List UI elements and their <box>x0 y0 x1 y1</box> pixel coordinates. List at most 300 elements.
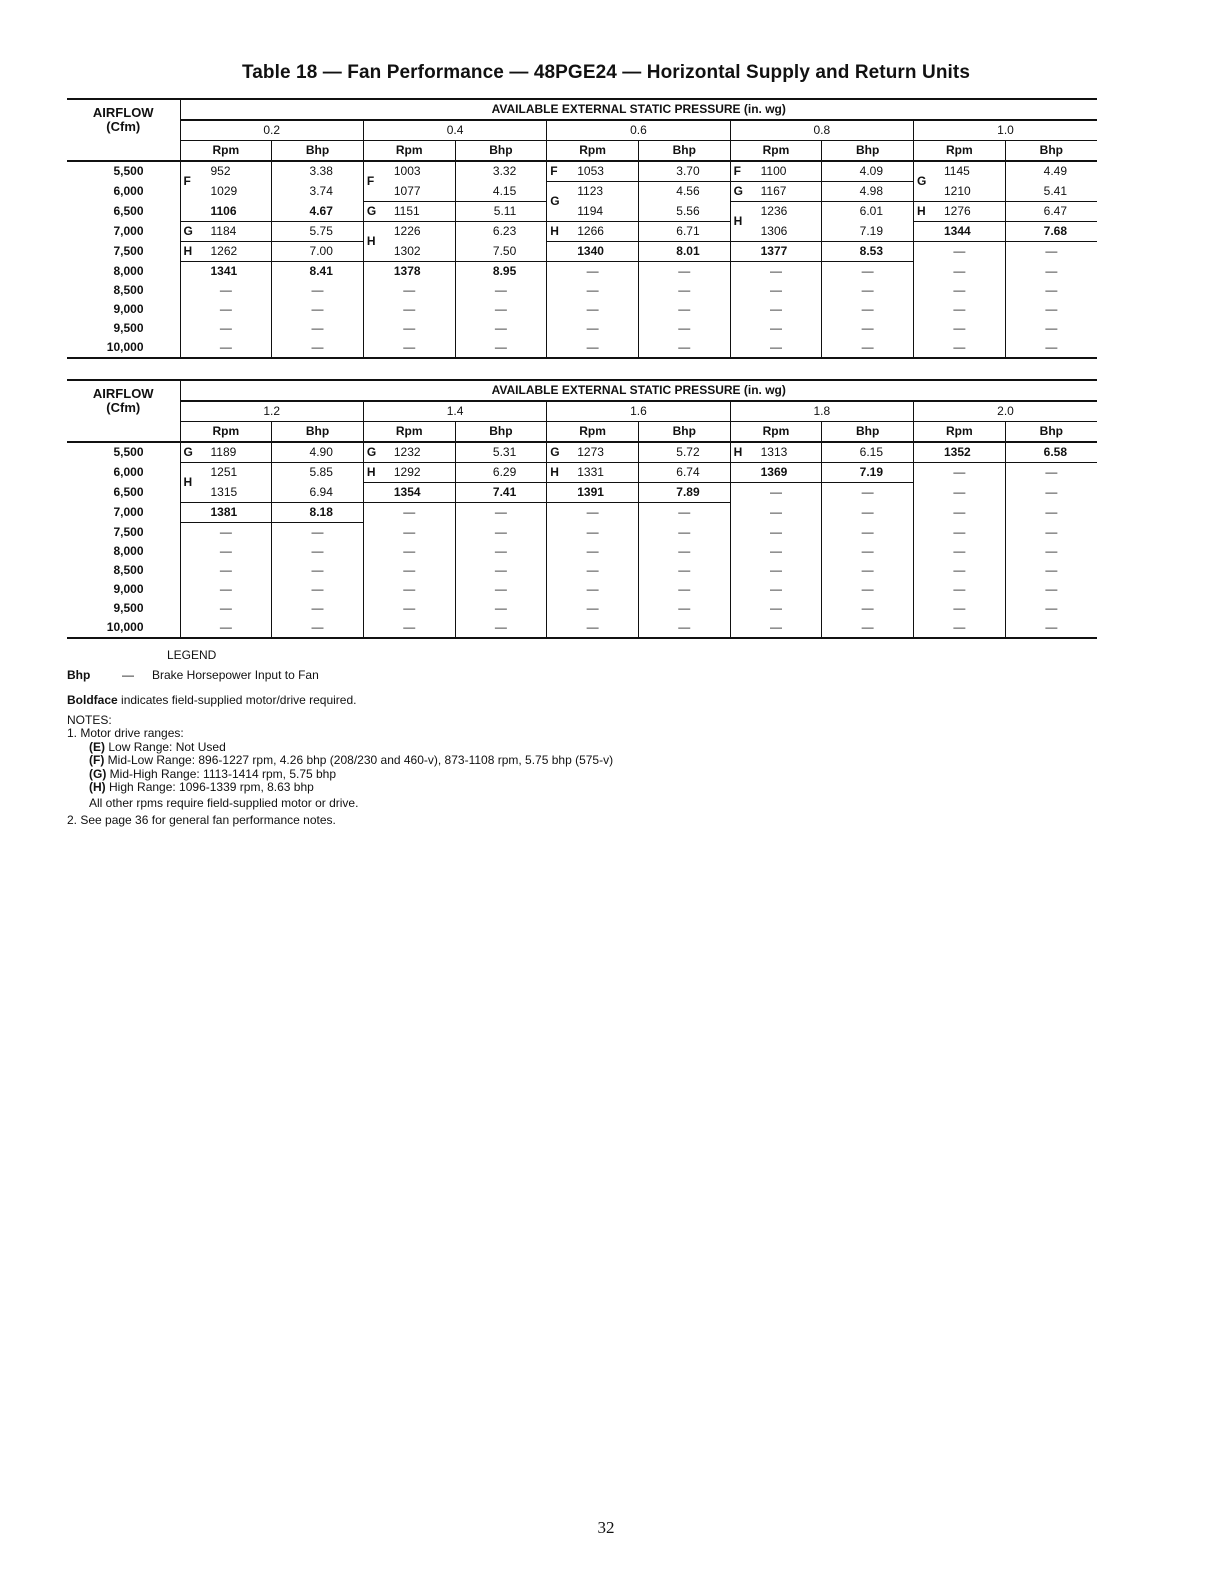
bhp-cell <box>1005 182 1097 202</box>
bhp-cell <box>1005 561 1097 580</box>
table2-value: — <box>953 485 966 499</box>
bhp-cell <box>822 338 914 358</box>
rpm-cell <box>730 442 822 463</box>
rpm-cell <box>914 222 1006 242</box>
bhp-cell <box>455 300 547 319</box>
table1-value: — <box>861 283 874 297</box>
table2-value: — <box>769 505 782 519</box>
table2-value: — <box>678 505 691 520</box>
table1-value: — <box>861 264 874 278</box>
table1-value: 7.19 <box>859 223 883 238</box>
bhp-cell <box>1005 262 1097 282</box>
table1-value: — <box>586 302 599 316</box>
bhp-cell <box>272 242 364 262</box>
drive-range-letter: H <box>183 475 193 489</box>
table2-value: — <box>311 563 324 577</box>
table1-value: 1276 <box>944 204 971 218</box>
table2-value: — <box>953 505 966 519</box>
table2-value: 6.15 <box>859 445 883 459</box>
drive-range-letter: F <box>183 174 191 188</box>
bhp-cell <box>638 161 730 182</box>
table-row <box>67 523 1097 543</box>
bhp-cell <box>1005 463 1097 483</box>
bhp-cell <box>638 523 730 543</box>
table1-value: — <box>678 302 691 316</box>
bhp-cell <box>822 561 914 580</box>
bhp-cell <box>272 281 364 300</box>
bhp-cell <box>822 202 914 222</box>
table1-value: 1226 <box>393 224 421 239</box>
bhp-cell <box>272 319 364 338</box>
rpm-cell <box>914 599 1006 618</box>
bhp-cell <box>272 262 364 282</box>
table2-value: — <box>219 601 232 615</box>
rpm-cell <box>180 319 272 338</box>
table2-value: — <box>494 601 507 615</box>
rpm-cell <box>547 319 639 338</box>
rpm-cell <box>180 618 272 638</box>
table1-value: 1306 <box>760 223 788 238</box>
table1-value: 6.47 <box>1043 204 1067 218</box>
table1-value: 6.01 <box>859 204 883 219</box>
table1-value: 1100 <box>760 164 787 178</box>
rpm-cell <box>547 580 639 599</box>
table2-value: 5.85 <box>309 465 333 480</box>
bhp-cell <box>638 281 730 300</box>
table1-value: — <box>953 283 966 297</box>
bhp-cell <box>272 523 364 543</box>
table1-value: 3.74 <box>309 184 333 198</box>
bhp-header: Bhp <box>638 422 730 443</box>
bhp-cell <box>272 483 364 503</box>
drive-range-letter: G <box>366 445 377 459</box>
pressure-header: 0.4 <box>363 120 546 141</box>
boldface-note-bold: Boldface <box>67 693 118 707</box>
bhp-cell <box>1005 222 1097 242</box>
rpm-cell <box>180 281 272 300</box>
drive-range-letter: H <box>366 465 376 479</box>
table2-value: 1354 <box>393 485 421 499</box>
table-row <box>67 242 1097 262</box>
table1-value: 6.23 <box>492 224 517 239</box>
airflow-cell: 8,500 <box>113 283 144 297</box>
airflow-label: AIRFLOW <box>92 386 154 402</box>
table-row <box>67 463 1097 483</box>
table2-value: — <box>769 485 782 500</box>
bhp-cell <box>638 463 730 483</box>
table2-value: 1232 <box>393 445 421 459</box>
bhp-cell <box>272 182 364 202</box>
table2-value: 7.41 <box>492 485 517 499</box>
legend-definition: Brake Horsepower Input to Fan <box>152 668 319 682</box>
table1-value: — <box>953 340 966 354</box>
cfm-label: (Cfm) <box>106 119 141 135</box>
bhp-cell <box>1005 599 1097 618</box>
bhp-cell <box>272 202 364 222</box>
rpm-cell <box>914 202 1006 222</box>
drive-range-letter: G <box>550 194 560 208</box>
table1-value: 1266 <box>577 224 604 238</box>
pressure-header: 1.6 <box>547 401 730 422</box>
rpm-cell <box>547 262 639 282</box>
table2-value: — <box>861 485 874 500</box>
table-row <box>67 161 1097 182</box>
table1-value: — <box>311 340 324 354</box>
airflow-cell: 10,000 <box>67 338 180 358</box>
bhp-cell <box>638 618 730 638</box>
bhp-cell <box>455 262 547 282</box>
table1-value: — <box>861 340 874 354</box>
rpm-cell <box>547 561 639 580</box>
rpm-header: Rpm <box>547 422 639 443</box>
table2-value: — <box>953 544 966 558</box>
drive-range-h <box>67 781 967 795</box>
table2-value: 1292 <box>393 465 421 479</box>
drive-code-e: (E) <box>89 739 105 754</box>
table1-value: — <box>1045 340 1058 354</box>
table1-value: 5.11 <box>493 204 517 218</box>
rpm-cell <box>547 463 639 483</box>
table1-value: 5.41 <box>1043 183 1067 198</box>
rpm-cell <box>914 523 1006 543</box>
rpm-cell <box>730 222 822 242</box>
table2-value: — <box>953 601 966 615</box>
table-row <box>67 319 1097 338</box>
note-1: 1. Motor drive ranges: <box>67 726 184 740</box>
table1-value: — <box>769 283 782 297</box>
table1-value: 8.95 <box>492 264 517 278</box>
bhp-cell <box>822 542 914 561</box>
table1-value: — <box>1045 244 1058 259</box>
table2-value: 1273 <box>577 445 604 459</box>
table1-value: 1053 <box>577 164 604 178</box>
table1-value: — <box>769 302 782 316</box>
table1-value: — <box>494 302 507 316</box>
table1-value: 8.41 <box>309 264 333 278</box>
table2-value: — <box>219 563 232 577</box>
bhp-cell <box>822 319 914 338</box>
bhp-cell <box>1005 161 1097 182</box>
rpm-cell <box>363 182 455 202</box>
bhp-header: Bhp <box>455 141 547 162</box>
table2-value: — <box>586 563 599 577</box>
drive-range-letter: G <box>917 174 927 188</box>
table2-value: — <box>678 563 691 577</box>
table-row <box>67 300 1097 319</box>
table1-value: 5.75 <box>309 224 333 238</box>
table2-value: — <box>861 563 874 577</box>
bhp-cell <box>272 561 364 580</box>
rpm-cell <box>363 561 455 580</box>
rpm-cell <box>730 182 822 202</box>
bhp-cell <box>1005 523 1097 543</box>
table2-value: — <box>678 544 691 558</box>
fan-performance-table-1 <box>67 98 1097 359</box>
table2-value: — <box>586 582 599 596</box>
table1-value: — <box>403 321 416 335</box>
bhp-cell <box>455 202 547 222</box>
table1-value: 1344 <box>944 224 971 238</box>
drive-range-letter: F <box>733 164 741 178</box>
table1-value: — <box>494 321 507 335</box>
rpm-cell <box>914 161 1006 188</box>
airflow-cell: 9,000 <box>113 302 144 316</box>
bhp-cell <box>638 262 730 282</box>
fan-performance-table-2 <box>67 379 1097 639</box>
table1-value: — <box>769 340 782 354</box>
airflow-cell: 6,500 <box>113 204 144 218</box>
rpm-cell <box>547 182 639 208</box>
table2-value: — <box>403 563 416 577</box>
rpm-cell <box>730 262 822 282</box>
table1-value: — <box>311 302 324 316</box>
drive-range-letter: F <box>550 164 558 178</box>
table1-value: 1377 <box>760 244 788 258</box>
bhp-cell <box>1005 483 1097 503</box>
table-row <box>67 580 1097 599</box>
table2-value: — <box>403 601 416 615</box>
table2-value: — <box>219 620 232 634</box>
rpm-cell <box>547 542 639 561</box>
rpm-cell <box>363 281 455 300</box>
bhp-cell <box>455 281 547 300</box>
table1-value: 3.38 <box>309 164 333 179</box>
table-row <box>67 542 1097 561</box>
boldface-note <box>67 694 967 708</box>
cfm-label: (Cfm) <box>106 400 141 416</box>
table1-value: 1378 <box>393 264 421 278</box>
rpm-cell <box>730 300 822 319</box>
rpm-cell <box>914 262 1006 282</box>
bhp-cell <box>272 542 364 561</box>
rpm-cell <box>914 618 1006 638</box>
table2-value: 1313 <box>760 445 788 459</box>
bhp-cell <box>455 182 547 202</box>
table1-value: — <box>403 302 416 316</box>
bhp-header: Bhp <box>822 422 914 443</box>
table1-value: — <box>1045 321 1058 335</box>
table2-value: 5.72 <box>676 445 700 459</box>
table1-value: 1003 <box>393 164 421 179</box>
table2-value: 1331 <box>577 465 604 479</box>
rpm-cell <box>730 503 822 523</box>
rpm-cell <box>180 202 272 222</box>
table2-value: — <box>769 620 782 634</box>
table1-value: — <box>586 264 599 278</box>
table1-value: — <box>403 283 416 297</box>
table1-value: 1262 <box>210 244 238 258</box>
table2-value: — <box>953 465 966 480</box>
drive-range-letter: G <box>733 184 743 198</box>
table1-value: — <box>861 321 874 335</box>
rpm-cell <box>180 300 272 319</box>
table1-value: 4.49 <box>1043 164 1067 179</box>
bhp-cell <box>455 580 547 599</box>
rpm-cell <box>180 161 272 188</box>
drive-range-f <box>67 754 967 768</box>
bhp-cell <box>272 222 364 242</box>
bhp-cell <box>272 599 364 618</box>
airflow-cell: 9,500 <box>113 321 144 335</box>
rpm-cell <box>730 242 822 262</box>
table2-value: 1391 <box>577 485 604 499</box>
rpm-cell <box>363 580 455 599</box>
rpm-cell <box>180 338 272 358</box>
bhp-cell <box>822 523 914 543</box>
table1-value: — <box>219 321 232 335</box>
rpm-cell <box>180 503 272 523</box>
table-row <box>67 599 1097 618</box>
drive-range-g <box>67 768 967 782</box>
table2-value: 6.74 <box>676 465 700 479</box>
table2-value: — <box>586 505 599 520</box>
bhp-cell <box>455 542 547 561</box>
bhp-cell <box>1005 242 1097 262</box>
table1-value: 6.71 <box>676 224 700 238</box>
legend-term: Bhp <box>67 668 91 682</box>
rpm-cell <box>547 202 639 222</box>
rpm-cell <box>730 202 822 228</box>
bhp-cell <box>455 523 547 543</box>
table2-value: 1251 <box>210 465 238 480</box>
bhp-cell <box>272 463 364 483</box>
rpm-cell <box>547 222 639 242</box>
rpm-cell <box>363 503 455 523</box>
table1-value: 1106 <box>210 203 237 218</box>
table2-value: — <box>1045 485 1058 499</box>
table-row <box>67 561 1097 580</box>
table2-value: 8.18 <box>309 505 333 519</box>
bhp-cell <box>822 182 914 202</box>
airflow-header <box>67 380 180 422</box>
bhp-cell <box>822 599 914 618</box>
bhp-cell <box>272 618 364 638</box>
airflow-cell: 7,000 <box>113 224 144 238</box>
bhp-cell <box>638 580 730 599</box>
table2-value: — <box>953 582 966 596</box>
airflow-cell: 7,000 <box>113 505 144 519</box>
table2-value: — <box>494 505 507 520</box>
table1-value: 4.09 <box>859 164 883 178</box>
table2-value: — <box>219 582 232 596</box>
table2-value: — <box>769 601 782 615</box>
bhp-cell <box>455 463 547 483</box>
bhp-cell <box>822 222 914 242</box>
table2-value: — <box>1045 544 1058 558</box>
airflow-cell: 7,500 <box>113 244 144 258</box>
airflow-header <box>67 99 180 141</box>
bhp-cell <box>455 618 547 638</box>
rpm-cell <box>180 242 272 262</box>
table2-value: 1315 <box>210 484 238 499</box>
bhp-header: Bhp <box>272 141 364 162</box>
table2-value: — <box>861 582 874 596</box>
table2-value: 5.31 <box>492 445 517 459</box>
rpm-cell <box>547 161 639 182</box>
bhp-cell <box>1005 503 1097 523</box>
bhp-cell <box>822 442 914 463</box>
table1-value: 952 <box>210 164 231 179</box>
bhp-cell <box>1005 442 1097 463</box>
rpm-cell <box>363 242 455 262</box>
table2-value: — <box>678 601 691 615</box>
rpm-cell <box>363 202 455 222</box>
rpm-cell <box>914 542 1006 561</box>
rpm-cell <box>363 300 455 319</box>
bhp-cell <box>455 483 547 503</box>
table2-value: 6.58 <box>1043 445 1067 459</box>
airflow-cell: 6,000 <box>113 184 144 198</box>
drive-code-h: (H) <box>89 780 106 794</box>
table1-value: 7.00 <box>309 244 333 258</box>
rpm-cell <box>180 561 272 580</box>
table-row <box>67 182 1097 202</box>
table1-value: 4.67 <box>309 203 333 218</box>
rpm-cell <box>730 463 822 483</box>
drive-range-letter: G <box>183 445 193 459</box>
rpm-cell <box>180 542 272 561</box>
table1-value: 3.32 <box>492 164 517 179</box>
drive-range-letter: H <box>733 214 743 228</box>
drive-range-letter: G <box>550 445 560 459</box>
rpm-cell <box>363 161 455 188</box>
pressure-header: 0.6 <box>547 120 730 141</box>
drive-range-e <box>67 741 967 755</box>
airflow-header-spacer <box>67 422 180 443</box>
rpm-cell <box>730 618 822 638</box>
airflow-cell: 6,500 <box>113 485 144 499</box>
bhp-cell <box>822 580 914 599</box>
rpm-cell <box>914 561 1006 580</box>
table1-value: — <box>403 340 416 354</box>
bhp-cell <box>1005 542 1097 561</box>
table1-value: — <box>953 263 966 278</box>
rpm-cell <box>914 483 1006 503</box>
table1-value: — <box>219 283 232 297</box>
table2-value: 6.94 <box>309 484 333 499</box>
rpm-cell <box>363 483 455 503</box>
rpm-cell <box>180 580 272 599</box>
rpm-cell <box>914 319 1006 338</box>
table2-value: — <box>769 582 782 596</box>
pressure-header: 1.2 <box>180 401 363 422</box>
bhp-cell <box>822 503 914 523</box>
rpm-cell <box>914 242 1006 262</box>
bhp-cell <box>272 161 364 182</box>
rpm-cell <box>363 618 455 638</box>
drive-range-letter: H <box>550 224 559 238</box>
boldface-note-text: indicates field-supplied motor/drive required. <box>121 693 357 707</box>
rpm-header: Rpm <box>730 141 822 162</box>
table1-value: — <box>219 302 232 316</box>
table2-value: — <box>586 601 599 615</box>
table2-value: — <box>678 620 691 634</box>
table1-value: — <box>678 321 691 335</box>
table1-value: — <box>953 321 966 335</box>
bhp-cell <box>822 483 914 503</box>
rpm-cell <box>180 262 272 282</box>
rpm-cell <box>914 338 1006 358</box>
pressure-header: 0.2 <box>180 120 363 141</box>
rpm-cell <box>180 483 272 503</box>
rpm-header: Rpm <box>914 141 1006 162</box>
rpm-cell <box>730 338 822 358</box>
rpm-cell <box>914 281 1006 300</box>
table2-value: — <box>586 524 599 539</box>
table2-value: — <box>403 544 416 558</box>
bhp-cell <box>822 300 914 319</box>
table2-value: — <box>953 524 966 539</box>
